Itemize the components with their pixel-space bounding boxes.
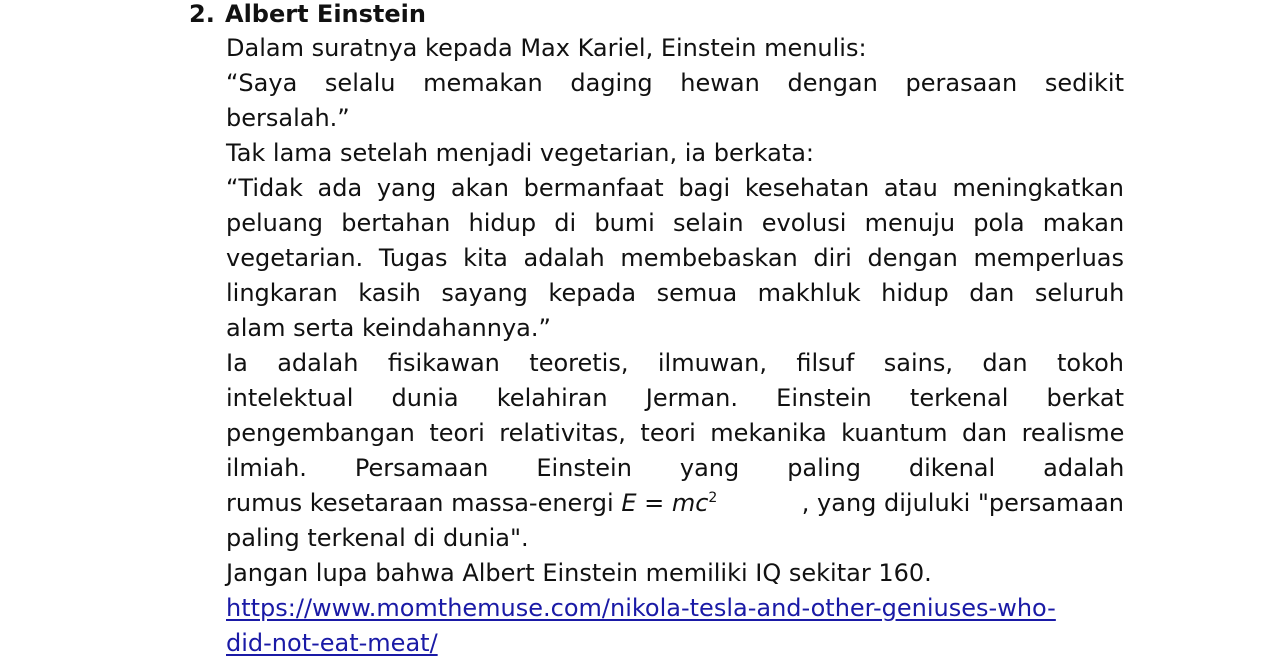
bio-line: intelektual dunia kelahiran Jerman. Einstein terkenal berkat (226, 384, 1124, 412)
quote-line: vegetarian. Tugas kita adalah membebaskan diri dengan memperluas (226, 244, 1124, 272)
bio-text: , yang dijuluki "persamaan (801, 489, 1124, 517)
intro-line: Tak lama setelah menjadi vegetarian, ia berkata: (226, 139, 814, 167)
quote-line: lingkaran kasih sayang kepada semua makhluk hidup dan seluruh (226, 279, 1125, 307)
bio-line: ilmiah. Persamaan Einstein yang paling dikenal adalah (226, 454, 1125, 482)
source-link-line (226, 626, 1124, 661)
quote-line: bersalah.” (226, 104, 350, 132)
section-number: 2. (189, 0, 215, 28)
bio-text: rumus kesetaraan massa-energi (226, 489, 614, 517)
bio-line-formula (226, 486, 1124, 521)
source-link[interactable]: did-not-eat-meat/ (226, 629, 438, 657)
section-title: Albert Einstein (225, 0, 426, 28)
section-heading (189, 0, 426, 28)
intro-line: Dalam suratnya kepada Max Kariel, Einstein menulis: (226, 34, 867, 62)
source-link-line (226, 591, 1124, 626)
quote-line: alam serta keindahannya.” (226, 314, 551, 342)
bio-line: paling terkenal di dunia". (226, 524, 529, 552)
formula-exponent: 2 (708, 490, 718, 506)
section-body (226, 31, 1124, 661)
bio-line: Ia adalah fisikawan teoretis, ilmuwan, filsuf sains, dan tokoh (226, 349, 1124, 377)
source-link[interactable]: https://www.momthemuse.com/nikola-tesla-and-other-geniuses-who- (226, 594, 1056, 622)
bio-line: pengembangan teori relativitas, teori mekanika kuantum dan realisme (226, 419, 1125, 447)
quote-line: peluang bertahan hidup di bumi selain evolusi menuju pola makan (226, 209, 1125, 237)
iq-line: Jangan lupa bahwa Albert Einstein memiliki IQ sekitar 160. (226, 559, 932, 587)
quote-line: “Tidak ada yang akan bermanfaat bagi kesehatan atau meningkatkan (226, 174, 1124, 202)
quote-line: “Saya selalu memakan daging hewan dengan perasaan sedikit (226, 69, 1124, 97)
formula: E = mc (621, 489, 709, 517)
